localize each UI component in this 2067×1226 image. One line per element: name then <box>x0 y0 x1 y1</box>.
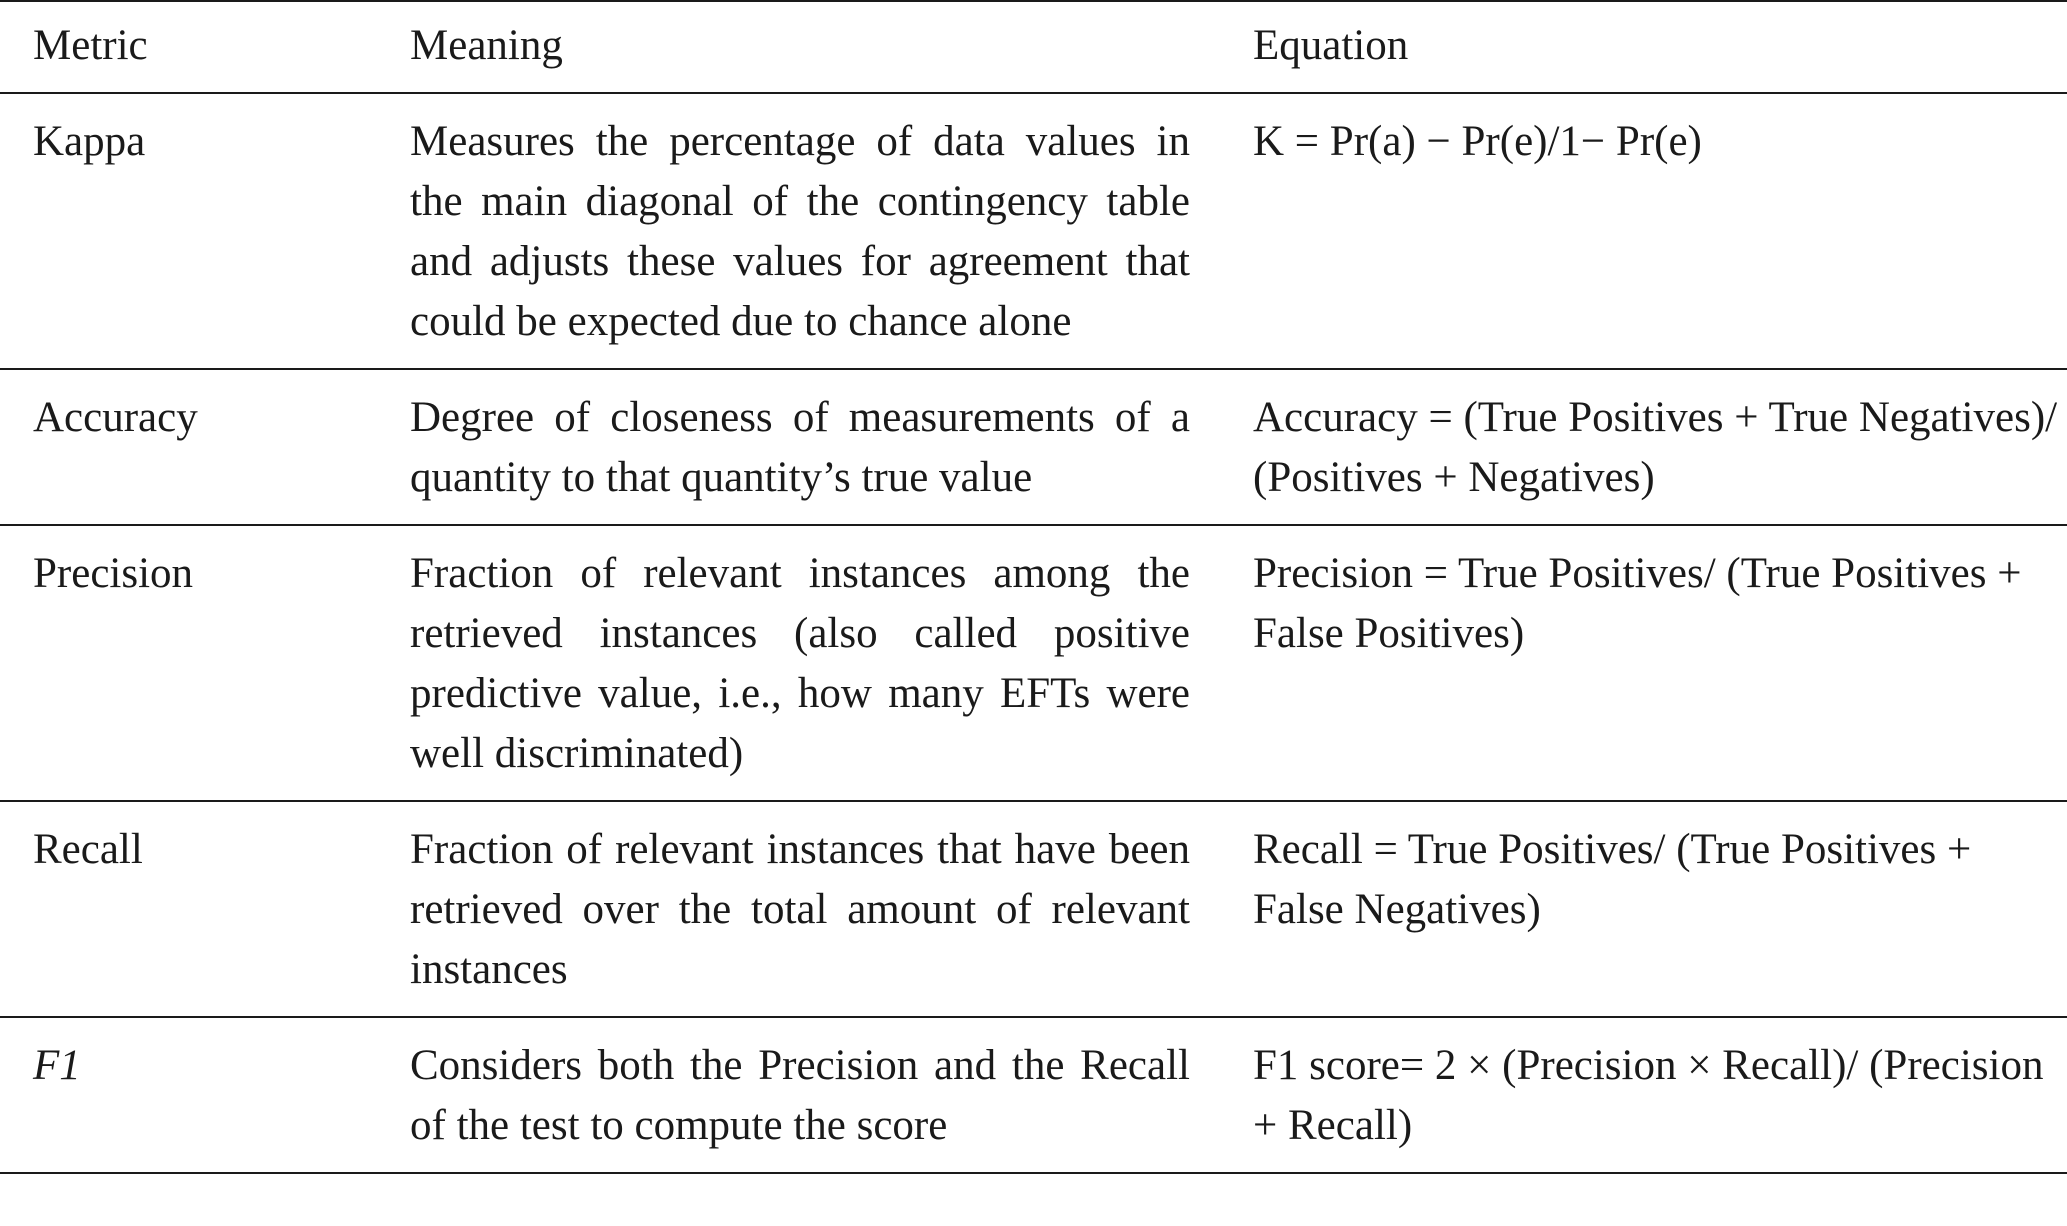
meaning-cell <box>410 1017 1253 1173</box>
equation-cell: Accuracy = (True Positives + True Negatives)/ (Positives + Negatives) <box>1253 394 2058 501</box>
meaning-text: Fraction of relevant instances among the retrieved instances (also called positive predictive value, i.e., how many EFTs were well discriminated) <box>410 550 1190 777</box>
meaning-text: Considers both the Precision and the Recall of the test to compute the score <box>410 1042 1190 1149</box>
meaning-cell <box>410 93 1253 369</box>
metric-cell: Precision <box>33 550 194 597</box>
metric-cell: Recall <box>33 826 143 873</box>
meaning-cell <box>410 369 1253 525</box>
meaning-text: Degree of closeness of measurements of a quantity to that quantity’s true value <box>410 394 1190 501</box>
header-row <box>0 1 2067 93</box>
metric-cell: F1 <box>33 1042 81 1089</box>
meaning-text: Fraction of relevant instances that have been retrieved over the total amount of relevant instances <box>410 826 1190 993</box>
equation-cell: K = Pr(a) − Pr(e)/1− Pr(e) <box>1253 118 1702 165</box>
header-equation: Equation <box>1253 22 1409 69</box>
header-meaning: Meaning <box>410 22 563 69</box>
equation-cell: F1 score= 2 × (Precision × Recall)/ (Precision + Recall) <box>1253 1042 2044 1149</box>
equation-cell: Precision = True Positives/ (True Positives + False Positives) <box>1253 550 2022 657</box>
table-row <box>0 525 2067 801</box>
table-row <box>0 93 2067 369</box>
meaning-text: Measures the percentage of data values in the main diagonal of the contingency table and adjusts these values for agreement that could be expected due to chance alone <box>410 118 1190 345</box>
table-row <box>0 1017 2067 1173</box>
header-metric: Metric <box>33 22 148 69</box>
meaning-cell <box>410 525 1253 801</box>
table-row <box>0 801 2067 1017</box>
table-body <box>0 93 2067 1173</box>
metric-cell: Accuracy <box>33 394 198 441</box>
meaning-cell <box>410 801 1253 1017</box>
equation-cell: Recall = True Positives/ (True Positives + False Negatives) <box>1253 826 1972 933</box>
metric-cell: Kappa <box>33 118 146 165</box>
table-header <box>0 1 2067 93</box>
table-row <box>0 369 2067 525</box>
